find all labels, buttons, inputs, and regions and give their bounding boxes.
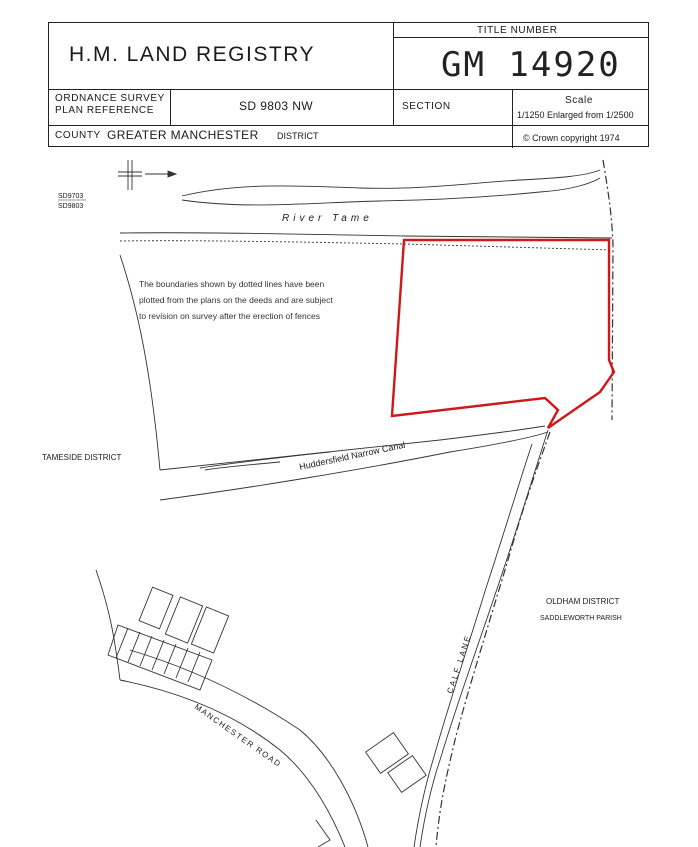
grid-ref-top: SD9703 [58,193,84,200]
title-boundary [392,240,614,428]
oldham-label: OLDHAM DISTRICT [546,597,620,606]
title-number-label: TITLE NUMBER [477,25,558,36]
county-value: GREATER MANCHESTER [107,128,259,142]
note-line: to revision on survey after the erection of fences [139,311,320,321]
canal-label: Huddersfield Narrow Canal [298,439,407,472]
registry-title: H.M. LAND REGISTRY [69,43,315,66]
saddleworth-label: SADDLEWORTH PARISH [540,615,622,622]
manchester-road-label: MANCHESTER ROAD [192,702,284,770]
calf-lane-edges [414,430,548,847]
os-ref-label-1: ORDNANCE SURVEY [55,93,165,104]
grid-cross-icon [118,160,170,190]
river-tame-banks [120,170,612,238]
buildings [96,570,426,847]
note-line: plotted from the plans on the deeds and are subject [139,295,333,305]
river-label: River Tame [282,213,373,224]
copyright: © Crown copyright 1974 [523,133,620,143]
dotted-boundary [120,241,612,250]
os-ref-value: SD 9803 NW [239,99,314,113]
os-ref-label-2: PLAN REFERENCE [55,105,154,116]
county-label: COUNTY [55,130,101,141]
boundary-note [139,276,371,324]
canal-banks [160,426,548,500]
calf-lane-label: CALF LANE [445,633,473,695]
scale-value: 1/1250 Enlarged from 1/2500 [517,110,634,120]
manchester-road-edges [120,650,368,847]
scale-label: Scale [565,95,594,106]
grid-ref-bottom: SD9803 [58,203,84,210]
arrow-icon [168,171,176,177]
section-label: SECTION [402,101,451,112]
note-line: The boundaries shown by dotted lines have been [139,279,325,289]
tameside-label: TAMESIDE DISTRICT [42,453,122,462]
district-label: DISTRICT [277,131,319,141]
title-number: GM 14920 [441,45,621,85]
